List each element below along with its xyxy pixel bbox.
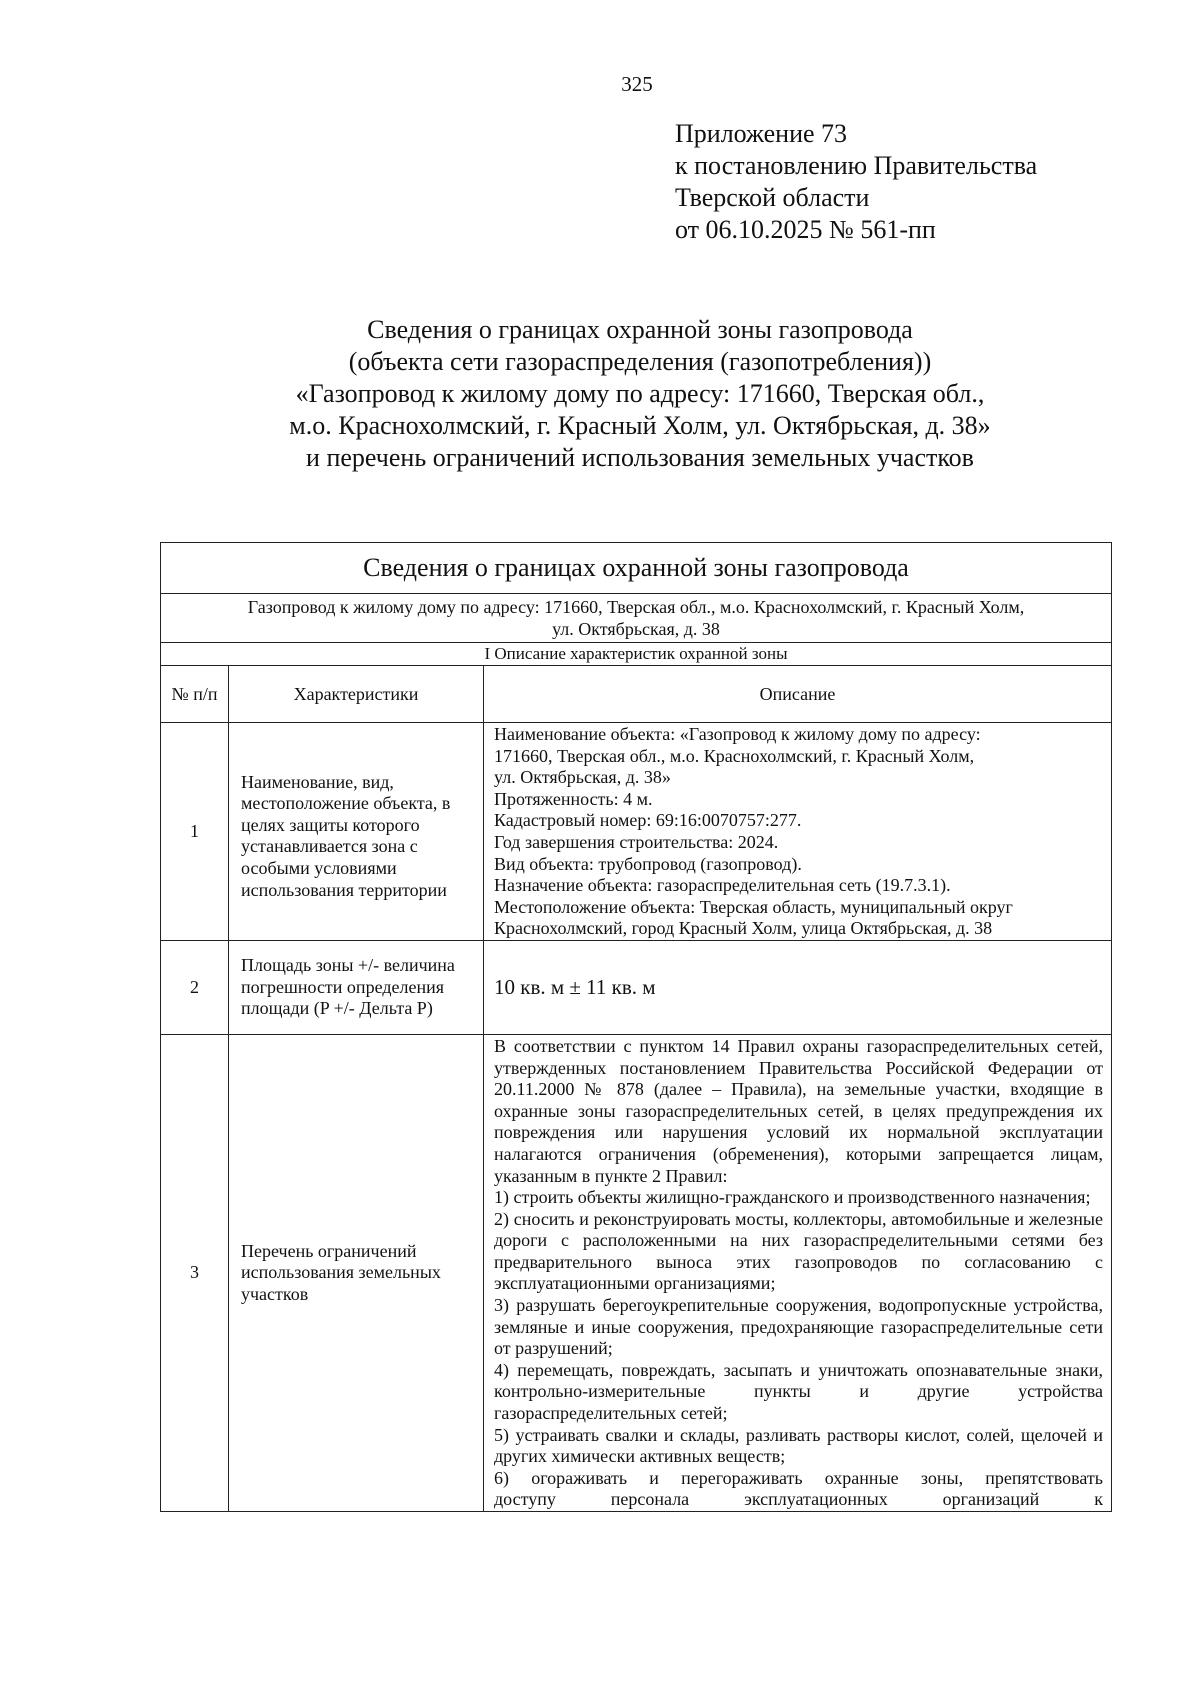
row-description <box>484 723 1112 941</box>
row-description: 10 кв. м ± 11 кв. м <box>484 940 1112 1034</box>
desc-line: Протяженность: 4 м. <box>494 788 653 809</box>
row-number: 2 <box>161 940 229 1034</box>
row-description <box>484 1034 1112 1511</box>
desc-line: 171660, Тверская обл., м.о. Краснохолмский, г. Красный Холм, <box>494 745 975 766</box>
restriction-item: 4) перемещать, повреждать, засыпать и уничтожать опознавательные знаки, контрольно-измерительные пункты и другие устройства газораспределительных сетей; <box>494 1359 1103 1424</box>
restriction-intro: В соответствии с пунктом 14 Правил охраны газораспределительных сетей, утвержденных постановлением Правительства Российской Федерации от 20.11.2000 № 878 (далее – Правила), на земельные участки, входящие в охранные зоны газораспределительных сетей, в целях предупреждения их повреждения или нарушения условий их нормальной эксплуатации налагаются ограничения (обременения), которыми запрещается лицам, указанным в пункте 2 Правил: <box>494 1035 1103 1186</box>
restriction-item: 6) огораживать и перегораживать охранные зоны, препятствовать <box>494 1467 1103 1488</box>
appendix-line: Приложение 73 <box>675 119 848 148</box>
header-description: Описание <box>484 666 1112 723</box>
document-title <box>160 314 1120 474</box>
desc-line: Кадастровый номер: 69:16:0070757:277. <box>494 810 802 831</box>
restriction-item-continued: доступу персонала эксплуатационных организаций к <box>494 1489 1103 1510</box>
row-characteristic: Площадь зоны +/- величина погрешности определения площади (P +/- Дельта P) <box>229 940 484 1034</box>
title-line: Сведения о границах охранной зоны газопровода <box>367 315 913 344</box>
appendix-line: к постановлению Правительства <box>675 151 1038 180</box>
title-line: «Газопровод к жилому дому по адресу: 171660, Тверская обл., <box>295 379 985 408</box>
title-line: (объекта сети газораспределения (газопотребления)) <box>348 347 932 376</box>
title-line: и перечень ограничений использования земельных участков <box>306 443 974 472</box>
row-number: 1 <box>161 723 229 941</box>
protection-zone-table <box>160 542 1112 1512</box>
desc-line: Местоположение объекта: Тверская область, муниципальный округ <box>494 896 1013 917</box>
row-characteristic: Перечень ограничений использования земельных участков <box>229 1034 484 1511</box>
table-title: Сведения о границах охранной зоны газопровода <box>161 543 1112 594</box>
desc-line: Назначение объекта: газораспределительная сеть (19.7.3.1). <box>494 875 951 896</box>
table-row <box>161 940 1112 1034</box>
desc-line: ул. Октябрьская, д. 38» <box>494 767 671 788</box>
appendix-line: от 06.10.2025 № 561-пп <box>675 215 936 244</box>
row-characteristic: Наименование, вид, местоположение объекта, в целях защиты которого устанавливается зона с особыми условиями использования территории <box>229 723 484 941</box>
table-row <box>161 723 1112 941</box>
appendix-line: Тверской области <box>675 183 870 212</box>
title-line: м.о. Краснохолмский, г. Красный Холм, ул. Октябрьская, д. 38» <box>289 411 991 440</box>
restriction-item: 2) сносить и реконструировать мосты, коллекторы, автомобильные и железные дороги с расположенными на них газораспределительными сетями без предварительного выноса этих газопроводов по согласованию с эксплуатационными организациями; <box>494 1208 1103 1294</box>
header-num: № п/п <box>161 666 229 723</box>
object-line: ул. Октябрьская, д. 38 <box>552 619 720 639</box>
section-heading: I Описание характеристик охранной зоны <box>161 643 1112 666</box>
table-object-name <box>161 594 1112 643</box>
restriction-item: 5) устраивать свалки и склады, разливать растворы кислот, солей, щелочей и других химически активных веществ; <box>494 1424 1103 1467</box>
desc-line: Наименование объекта: «Газопровод к жилому дому по адресу: <box>494 724 981 744</box>
restriction-item: 3) разрушать берегоукрепительные сооружения, водопропускные устройства, земляные и иные сооружения, предохраняющие газораспределительные сети от разрушений; <box>494 1295 1103 1359</box>
restriction-item: 1) строить объекты жилищно-гражданского и производственного назначения; <box>494 1187 1091 1208</box>
appendix-block <box>675 118 1037 246</box>
desc-line: Год завершения строительства: 2024. <box>494 831 779 852</box>
row-number: 3 <box>161 1034 229 1511</box>
table-row <box>161 1034 1112 1511</box>
desc-line: Краснохолмский, город Красный Холм, улица Октябрьская, д. 38 <box>494 918 993 939</box>
desc-line: Вид объекта: трубопровод (газопровод). <box>494 853 802 874</box>
header-characteristics: Характеристики <box>229 666 484 723</box>
page-number: 325 <box>621 72 653 96</box>
object-line: Газопровод к жилому дому по адресу: 171660, Тверская обл., м.о. Краснохолмский, г. Красный Холм, <box>247 597 1025 617</box>
